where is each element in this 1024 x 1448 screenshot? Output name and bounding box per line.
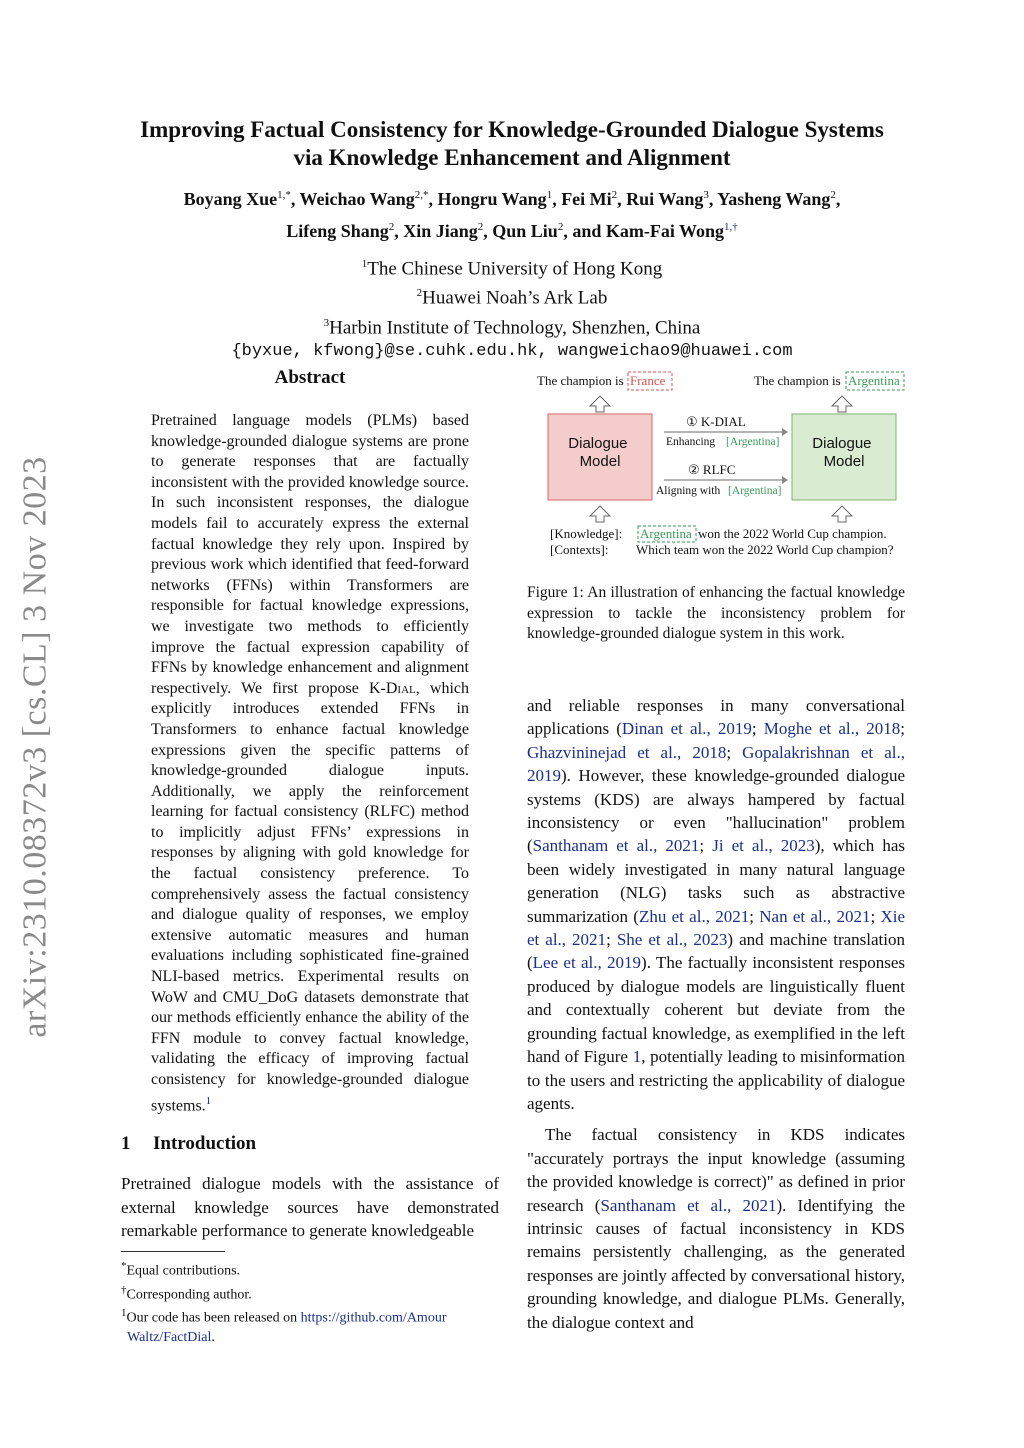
author-emails: {byxue, kfwong}@se.cuhk.edu.hk, wangweichao9@huawei.com: [231, 341, 793, 361]
author-name: , Qun Liu: [483, 221, 558, 241]
footnote-mark: *: [121, 1260, 127, 1272]
abstract-body: [151, 411, 469, 1117]
step1-label: ① K-DIAL: [686, 414, 746, 429]
affiliations: [100, 252, 924, 364]
author-mark: 3: [703, 189, 709, 201]
title-line-2: via Knowledge Enhancement and Alignment: [293, 145, 731, 170]
intro-paragraph: Pretrained dialogue models with the assistance of external knowledge sources have demonstrated remarkable performance to generate knowledgeable: [121, 1174, 499, 1240]
body-text: ). Identifying the intrinsic causes of factual inconsistency in KDS remains persistently challenging, as the generated responses are jointly affected by conversational history, grounding knowledge, and dialogue PLMs. Generally, the dialogue context and: [527, 1195, 906, 1332]
code-link[interactable]: https://github.com/Amour: [300, 1310, 447, 1326]
abstract-text-2: , which explicitly introduces extended FFNs in Transformers to enhance factual knowledge expressions given the specific patterns of knowledge-grounded dialogue inputs. Additionally, we apply the reinforcement learning for factual consistency (RLFC) method to implicitly adjust FFNs’ expressions in responses by aligning with gold knowledge for the factual consistency preference. To comprehensively assess the factual consistency and dialogue quality of responses, we employ extensive automatic measures and human evaluations including sophisticated fine-grained NLI-based metrics. Experimental results on WoW and CMU_DoG datasets demonstrate that our methods efficiently enhance the ability of the FFN module to convey factual knowledge, validating the efficacy of improving factual consistency for knowledge-grounded dialogue systems.: [151, 679, 469, 1114]
up-arrow-icon: [832, 506, 852, 522]
figure-1-diagram: [530, 368, 910, 568]
author-mark: 2,*: [414, 189, 429, 201]
right-column-body: [527, 694, 905, 1334]
body-text: ) and machine translation (: [527, 930, 905, 973]
author-line-2: [100, 213, 924, 245]
footnote-mark: 1: [121, 1307, 127, 1320]
body-text: ;: [749, 906, 760, 926]
body-text: , potentially leading to misinformation to the users and restricting the applicability of dialogue agents.: [527, 1047, 906, 1113]
up-arrow-icon: [832, 396, 852, 412]
author-name: , Weichao Wang: [290, 189, 415, 209]
body-text: ). However, these knowledge-grounded dialogue systems (KDS) are always hampered by factual inconsistency or even "hallucination" problem (: [527, 766, 905, 856]
footnotes: [121, 1257, 501, 1347]
title-line-1: Improving Factual Consistency for Knowledge-Grounded Dialogue Systems: [140, 117, 884, 142]
author-name: , Yasheng Wang: [708, 189, 831, 209]
citation-link[interactable]: She et al., 2023: [616, 930, 728, 950]
affiliation-mark: 1: [361, 258, 368, 270]
author-sep: ,: [835, 189, 841, 209]
author-mark: 2: [557, 221, 564, 233]
author-mark: 2: [477, 221, 484, 233]
abstract-heading: Abstract: [274, 367, 346, 388]
affiliation-name: The Chinese University of Hong Kong: [367, 258, 663, 280]
right-model-word-2: Model: [823, 453, 865, 470]
paper-title: [100, 116, 924, 172]
affiliation-3: [100, 311, 924, 340]
body-text: and reliable responses in many conversational applications (: [527, 696, 905, 739]
step1-tag: [Argentina]: [726, 436, 780, 448]
citation-link[interactable]: Lee et al., 2019: [532, 953, 642, 973]
citation-link[interactable]: Ghazvininejad et al., 2018: [527, 742, 727, 762]
abstract-text-1: Pretrained language models (PLMs) based knowledge-grounded dialogue systems are prone to generate responses that are factually inconsistent with the provided knowledge source. In such inconsistent responses, the dialogue models fail to accurately express the external factual knowledge they rely upon. Inspired by previous work which identified that feed-forward networks (FFNs) within Transformers are responsible for factual knowledge expressions, we investigate two methods to efficiently improve the factual expression capability of FFNs by knowledge enhancement and alignment respectively. We first propose: [151, 412, 469, 697]
footnote-2: [121, 1281, 501, 1305]
affiliation-mark: 2: [416, 287, 423, 300]
step2-label: ② RLFC: [688, 462, 736, 477]
citation-link[interactable]: 1: [632, 1047, 642, 1067]
right-output-answer: Argentina: [848, 373, 900, 388]
body-text: ). The factually inconsistent responses produced by dialogue models are linguistically fluent and contextually coherent but deviate from the grounding factual knowledge, as exemplified in the left hand of Figure: [527, 953, 905, 1067]
citation-link[interactable]: Santhanam et al., 2021: [532, 836, 700, 856]
citation-link[interactable]: Santhanam et al., 2021: [600, 1195, 777, 1215]
intro-paragraph-2: [527, 1123, 905, 1334]
footnote-text: Equal contributions.: [126, 1263, 241, 1279]
step2-tag: [Argentina]: [728, 485, 782, 497]
footnote-text: Corresponding author.: [126, 1287, 252, 1303]
contexts-label: [Contexts]:: [550, 542, 609, 557]
right-output-prefix: The champion is: [754, 373, 841, 388]
contexts-text: Which team won the 2022 World Cup champion?: [636, 542, 894, 557]
kdial-term: K-Dial: [368, 679, 416, 697]
author-list: [100, 181, 924, 245]
footnote-ref[interactable]: 1: [205, 1094, 212, 1107]
left-output-prefix: The champion is: [537, 373, 624, 388]
knowledge-text: won the 2022 World Cup champion.: [698, 526, 887, 541]
author-mark: 2: [830, 189, 836, 201]
arrowhead-icon: [782, 476, 788, 484]
footnote-rule: [121, 1251, 225, 1252]
up-arrow-icon: [590, 396, 610, 412]
step1-sub: Enhancing: [666, 436, 716, 448]
footnote-mark: †: [121, 1283, 127, 1296]
affiliation-1: [100, 252, 924, 281]
section-title: Introduction: [153, 1133, 257, 1154]
author-mark: 2: [388, 221, 395, 233]
citation-link[interactable]: Xie et al., 2021: [527, 906, 906, 950]
right-model-word-1: Dialogue: [812, 435, 872, 452]
knowledge-label: [Knowledge]:: [550, 526, 623, 541]
up-arrow-icon: [590, 506, 610, 522]
left-model-word-1: Dialogue: [568, 435, 628, 452]
citation-link[interactable]: Ji et al., 2023: [712, 836, 815, 856]
section-number: 1: [121, 1133, 131, 1154]
author-name: Boyang Xue: [183, 189, 278, 209]
left-output-answer: France: [630, 373, 666, 388]
citation-link[interactable]: Nan et al., 2021: [759, 906, 871, 926]
left-model-word-2: Model: [579, 453, 621, 470]
knowledge-answer: Argentina: [640, 526, 692, 541]
author-name: , Rui Wang: [617, 189, 704, 209]
section-heading-introduction: [121, 1133, 501, 1155]
author-line-1: [100, 181, 924, 213]
author-name: , Hongru Wang: [428, 189, 547, 209]
body-text: ;: [699, 836, 713, 856]
footnote-text: .: [211, 1329, 215, 1345]
author-mark: 1: [546, 189, 553, 201]
author-name: , Xin Jiang: [394, 221, 478, 241]
body-text: ;: [900, 719, 905, 739]
citation-link[interactable]: Gopalakrishnan et al., 2019: [527, 742, 905, 786]
author-name: Lifeng Shang: [286, 221, 389, 241]
body-text: ;: [726, 742, 743, 762]
footnote-3: [121, 1304, 501, 1328]
author-mark: 1,†: [724, 221, 738, 233]
body-text: The factual consistency in KDS indicates "accurately portrays the input knowledge (assuming the provided knowledge is correct)" as defined in prior research (: [527, 1125, 905, 1215]
affiliation-name: Huawei Noah’s Ark Lab: [422, 287, 608, 309]
citation-link[interactable]: Zhu et al., 2021: [638, 906, 750, 926]
arxiv-stamp-text: arXiv:2310.08372v3 [cs.CL] 3 Nov 2023: [17, 456, 55, 1038]
affiliation-mark: 3: [323, 316, 330, 329]
footnote-3-cont: [121, 1328, 501, 1347]
footnote-1: [121, 1257, 501, 1281]
code-link-cont[interactable]: Waltz/FactDial: [127, 1329, 212, 1345]
affiliation-2: [100, 281, 924, 310]
footnote-text: Our code has been released on: [126, 1310, 301, 1326]
intro-paragraph-continued: [527, 694, 905, 1115]
body-text: ;: [606, 930, 617, 950]
arrowhead-icon: [782, 428, 788, 436]
author-mark: 2: [611, 189, 618, 201]
body-text: ), which has been widely investigated in many natural language generation (NLG) tasks such as abstractive summarization (: [527, 836, 905, 926]
affiliation-name: Harbin Institute of Technology, Shenzhen, China: [329, 316, 701, 338]
citation-link[interactable]: Moghe et al., 2018: [763, 719, 901, 739]
body-text: ;: [870, 906, 881, 926]
citation-link[interactable]: Dinan et al., 2019: [621, 719, 752, 739]
body-text: ;: [751, 719, 764, 739]
author-name: , and Kam-Fai Wong: [563, 221, 725, 241]
arxiv-stamp: [8, 452, 64, 1042]
author-name: , Fei Mi: [552, 189, 612, 209]
step2-sub: Aligning with: [656, 485, 721, 497]
author-mark: 1,*: [277, 189, 291, 201]
figure-1-caption: Figure 1: An illustration of enhancing the factual knowledge expression to tackle the inconsistency problem for knowledge-grounded dialogue system in this work.: [527, 584, 905, 642]
